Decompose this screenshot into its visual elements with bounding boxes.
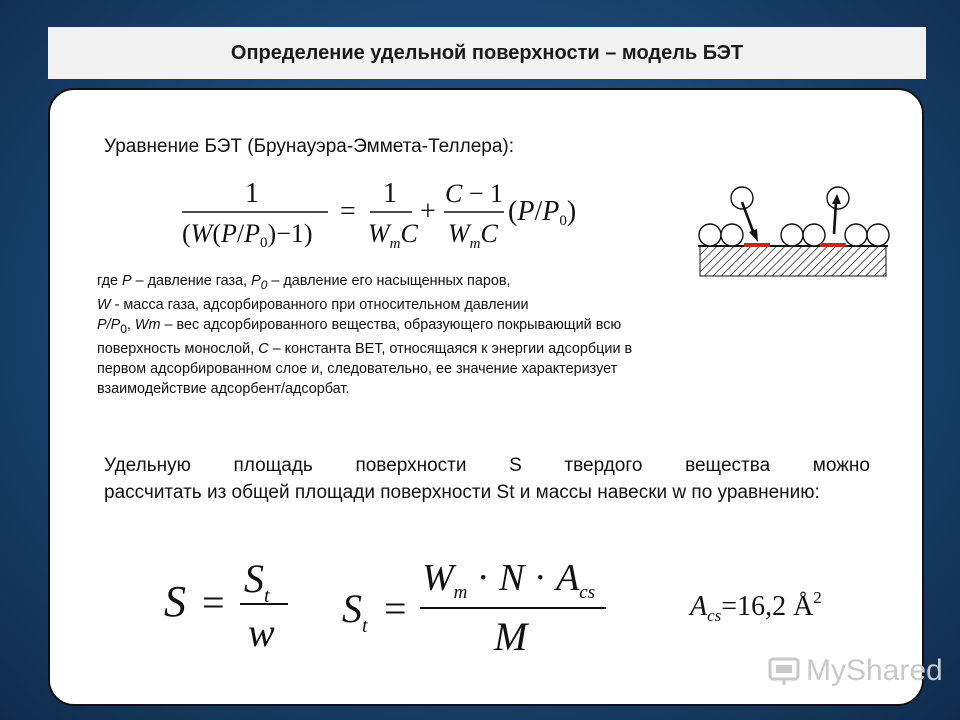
svg-text:St: $S_t$ (342, 586, 368, 637)
acs-value: $A_{cs}=16,2$ $Å^2$ (690, 588, 822, 625)
surface-area-paragraph (104, 452, 870, 506)
svg-text:WmC: $W_mC$ (368, 219, 418, 252)
specific-surface-formula (162, 552, 292, 656)
svg-text:=: = (202, 580, 225, 625)
svg-text:Wm · N · Acs: $W_m \cdot N \cdot A_{cs}$ (422, 557, 596, 603)
svg-text:(W(P/P0)−1): (W(P/P0)−1) (182, 219, 313, 251)
bet-equation (180, 172, 600, 252)
svg-text:w: w (248, 610, 275, 655)
svg-text:1: 1 (383, 178, 397, 209)
svg-text:St: $S_t$ (244, 556, 270, 607)
total-surface-formula (340, 552, 610, 656)
svg-text:S: S (164, 577, 186, 626)
svg-text:C − 1: C − 1 (445, 179, 504, 208)
bet-heading: Уравнение БЭТ (Брунауэра-Эммета-Теллера): (104, 136, 515, 157)
svg-text:M: M (494, 614, 528, 656)
projector-screen-icon (768, 655, 800, 687)
paragraph-line-1: Удельную площадь поверхности S твердого вещества можно (104, 455, 870, 476)
svg-text:=: = (340, 196, 356, 227)
svg-text:+: + (420, 196, 436, 227)
slide-title: Определение удельной поверхности – модель БЭТ (48, 27, 926, 79)
watermark (768, 654, 943, 688)
adsorption-diagram-icon (696, 182, 892, 282)
svg-text:1: 1 (245, 178, 259, 209)
variables-description: где P – давление газа, $P_0$ – давление его насыщенных паров, W - масса газа, адсорбированного при относительном давлении $P/P_0$, Wm – вес адсорбированного вещества, образующего покрывающий всю поверхность монослой, C – константа BET, относящаяся к энергии адсорбции в первом адсорбированном слое и, следовательно, ее значение характеризует взаимодействие адсорбент/адсорбат. (97, 273, 633, 397)
svg-text:(P/P0): (P/P0) (508, 196, 577, 229)
watermark-text: MyShared (806, 654, 943, 687)
svg-text:=: = (384, 586, 407, 631)
svg-text:WmC: $W_mC$ (448, 219, 498, 252)
paragraph-rest: рассчитать из общей площади поверхности St и массы навески w по уравнению: (104, 482, 820, 503)
